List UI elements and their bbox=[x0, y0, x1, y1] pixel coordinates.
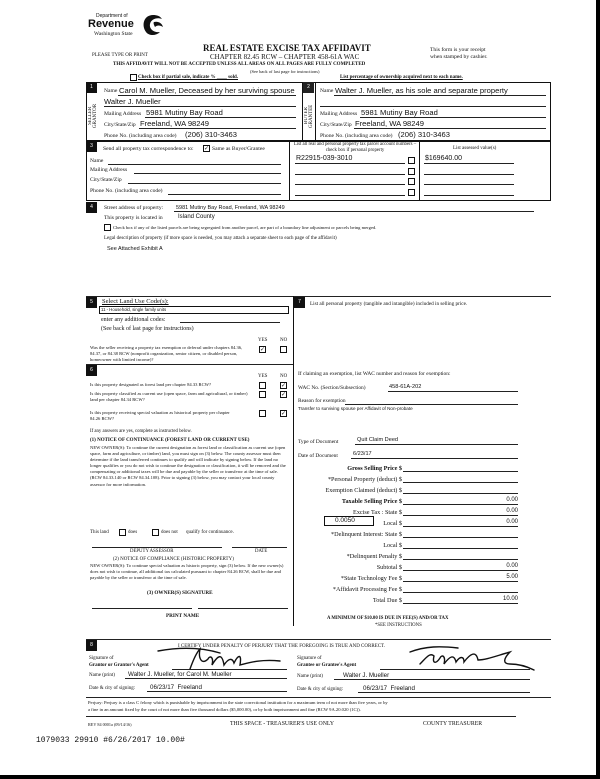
excise-tax-local-value[interactable]: 0.00 bbox=[506, 519, 518, 525]
assessed-header: List assessed value(s) bbox=[453, 146, 497, 151]
assessed-1-field[interactable]: $169640.00 bbox=[425, 155, 462, 162]
seller-mailing-underline bbox=[145, 117, 296, 118]
corr-city-underline[interactable] bbox=[128, 183, 281, 184]
form-revision: REV 84 0001a (09/14/16) bbox=[88, 722, 132, 727]
scan-right-border bbox=[596, 0, 600, 779]
delinquent-penalty-field[interactable] bbox=[403, 559, 518, 560]
perjury-note-line-1: Perjury: Perjury is a class C felony which is punishable by imprisonment in the state correctional institution for a maximum term of not more than five years, or by bbox=[88, 700, 388, 705]
grantor-date-label: Date & city of signing: bbox=[89, 686, 136, 691]
section-2-number: 2 bbox=[303, 82, 314, 93]
wac-label: WAC No. (Section/Subsection) bbox=[298, 385, 366, 391]
seller-phone-field[interactable]: (206) 310-3463 bbox=[185, 130, 237, 139]
buyer-name-underline bbox=[334, 95, 546, 96]
grantor-name-field[interactable]: Walter J. Mueller, for Carol M. Mueller bbox=[128, 671, 232, 678]
form-chapter: CHAPTER 82.45 RCW – CHAPTER 458-61A WAC bbox=[210, 53, 360, 61]
delinquent-interest-state-field[interactable] bbox=[403, 537, 518, 538]
assessed-2-underline bbox=[424, 174, 514, 175]
sec8-top-rule bbox=[86, 639, 551, 640]
grantor-date-underline bbox=[147, 691, 287, 692]
buyer-mailing-underline bbox=[360, 117, 546, 118]
dor-logo bbox=[88, 10, 168, 46]
buyer-mailing-field[interactable]: 5981 Mutiny Bay Road bbox=[361, 108, 438, 117]
exemption-intro: If claiming an exemption, list WAC number and reason for exemption: bbox=[298, 371, 451, 377]
forest-yes-header: YES bbox=[258, 374, 268, 379]
seller-name-field[interactable]: Carol M. Mueller, Deceased by her surviving spouse bbox=[119, 86, 295, 95]
deputy-assessor-label: DEPUTY ASSESSOR bbox=[130, 549, 174, 554]
reason-underline bbox=[345, 404, 518, 405]
seller-side-label: SELLER GRANTOR bbox=[88, 103, 98, 129]
taxable-selling-price-value[interactable]: 0.00 bbox=[506, 497, 518, 503]
buyer-side-label: BUYER GRANTEE bbox=[304, 104, 314, 128]
assessed-3-underline bbox=[424, 184, 514, 185]
local-rate-value: 0.0050 bbox=[335, 517, 355, 524]
assessed-1-underline bbox=[424, 163, 514, 164]
same-as-buyer-label: Same as Buyer/Grantee bbox=[212, 146, 265, 152]
parcels-header: List all real and personal property tax parcel account numbers – check box if personal property bbox=[293, 142, 417, 153]
owner-signature-line-1[interactable] bbox=[92, 608, 192, 609]
excise-tax-state-label: Excise Tax : State $ bbox=[353, 509, 402, 516]
minimum-due-note: A MINIMUM OF $10.00 IS DUE IN FEE(S) AND/OR TAX bbox=[327, 616, 449, 621]
seller-city-field[interactable]: Freeland, WA 98249 bbox=[140, 119, 209, 128]
current-use-yes-checkbox[interactable] bbox=[259, 391, 266, 398]
grantor-signature-label-1: Signature of bbox=[89, 656, 114, 661]
section-3-number: 3 bbox=[86, 141, 97, 152]
print-name-label: PRINT NAME bbox=[166, 613, 200, 619]
seller-name-underline bbox=[118, 95, 296, 96]
county-field[interactable]: Island County bbox=[178, 214, 215, 220]
gross-selling-price-field[interactable] bbox=[403, 471, 518, 472]
land-use-no-header: NO bbox=[280, 338, 288, 343]
land-does-not-checkbox[interactable] bbox=[152, 529, 159, 536]
legal-description-label: Legal description of property (if more space is needed, you may attach a separate sheet to each page of the affidavit) bbox=[104, 236, 337, 241]
grantee-date-underline bbox=[358, 692, 530, 693]
notice-compliance-body: NEW OWNER(S): To continue special valuation as historic property, sign (3) below. If the new owner(s) does not wish to continue, all additional tax calculated pursuant to chapter 84.26 RCW, shall be due and payable by the seller or transferor at the time of sale. bbox=[90, 563, 284, 580]
scan-bottom-border bbox=[0, 775, 600, 779]
current-use-no-checkbox[interactable]: ✓ bbox=[281, 391, 287, 398]
corr-phone-underline[interactable] bbox=[168, 194, 281, 195]
reason-label: Reason for exemption bbox=[298, 398, 346, 404]
seller-name-2-field[interactable]: Walter J. Mueller bbox=[104, 97, 161, 106]
forest-land-no-checkbox[interactable]: ✓ bbox=[281, 382, 287, 389]
buyer-name-field[interactable]: Walter J. Mueller, as his sole and separate property bbox=[335, 86, 508, 95]
section-7-number: 7 bbox=[294, 297, 305, 308]
state-technology-fee-label: *State Technology Fee $ bbox=[340, 575, 402, 582]
sec6-top-rule bbox=[86, 364, 293, 365]
deputy-date-line[interactable] bbox=[232, 547, 287, 548]
section-6-number: 6 bbox=[86, 365, 97, 376]
partial-sale-label: Check box if partial sale, indicate % ____ sold. bbox=[138, 75, 239, 80]
treasurer-space-label: THIS SPACE - TREASURER'S USE ONLY bbox=[230, 721, 335, 727]
total-due-underline bbox=[403, 603, 518, 604]
additional-codes-field[interactable] bbox=[180, 322, 280, 323]
owner-signature-line-2[interactable] bbox=[198, 608, 288, 609]
grantee-name-field[interactable]: Walter J. Mueller bbox=[343, 672, 390, 679]
ownership-note: List percentage of ownership acquired next to each name. bbox=[340, 75, 463, 80]
section-5-number: 5 bbox=[86, 297, 97, 308]
corr-phone-label: Phone No. (including area code) bbox=[90, 188, 163, 194]
land-does-not-label: does not bbox=[161, 530, 178, 535]
section-8-number: 8 bbox=[86, 640, 97, 651]
grantee-name-underline bbox=[334, 679, 530, 680]
land-does-checkbox[interactable] bbox=[119, 529, 126, 536]
delinquent-interest-local-label: Local $ bbox=[383, 542, 402, 549]
section-4-number: 4 bbox=[86, 202, 97, 213]
delinquent-interest-local-field[interactable] bbox=[403, 548, 518, 549]
legal-description-field[interactable]: See Attached Exhibit A bbox=[107, 246, 163, 252]
buyer-city-underline bbox=[354, 128, 546, 129]
street-underline bbox=[174, 211, 534, 212]
subtotal-underline bbox=[403, 570, 518, 571]
total-due-label: Total Due $ bbox=[372, 597, 402, 604]
forest-land-yes-checkbox[interactable] bbox=[259, 382, 266, 389]
left-column-divider bbox=[293, 296, 294, 626]
county-treasurer-label: COUNTY TREASURER bbox=[423, 721, 483, 727]
logo-line-3: Washington State bbox=[94, 31, 133, 37]
notice-continuance-body: NEW OWNER(S): To continue the current designation as forest land or classification as current use (open space, farm and agriculture, or timber) land, you must sign on (3) below. The county assessor must then determine if the land transferred continues to qualify and will indicate by signing below. If the land no longer qualifies or you do not wish to continue the designation or classification, it will be removed and the compensating or additional taxes will be due and payable by the seller or transferor at the time of sale. (RCW 84.33.140 or RCW 84.34.108). Prior to signing (3) below, you may contact your local county assessor for more information. bbox=[90, 445, 286, 487]
land-use-code-value: 11 - Household, single family units bbox=[101, 307, 167, 312]
buyer-city-field[interactable]: Freeland, WA 98249 bbox=[355, 119, 424, 128]
total-due-value[interactable]: 10.00 bbox=[502, 596, 518, 602]
section-1-number: 1 bbox=[86, 82, 97, 93]
forest-no-header: NO bbox=[280, 374, 288, 379]
perjury-bottom-rule bbox=[86, 716, 516, 717]
exemption-claimed-field[interactable] bbox=[403, 493, 518, 494]
partial-sale-checkbox[interactable] bbox=[130, 74, 137, 81]
segregated-note: Check box if any of the listed parcels are being segregated from another parcel, are part of a boundary line adjustment or parcels being merged. bbox=[113, 225, 377, 230]
state-technology-fee-underline bbox=[403, 581, 518, 582]
land-use-see-back: (See back of last page for instructions) bbox=[101, 326, 194, 332]
corr-mailing-underline[interactable] bbox=[134, 173, 281, 174]
buyer-phone-label: Phone No. (including area code) bbox=[320, 133, 393, 139]
assessed-divider bbox=[419, 141, 420, 201]
forest-land-question: Is this property designated as forest land per chapter 84.33 RCW? bbox=[90, 382, 212, 387]
excise-tax-local-label: Local $ bbox=[383, 520, 402, 527]
see-instructions-note: *SEE INSTRUCTIONS bbox=[375, 623, 422, 628]
state-technology-fee-value[interactable]: 5.00 bbox=[506, 574, 518, 580]
parcel-4-underline bbox=[295, 195, 405, 196]
taxable-selling-price-underline bbox=[403, 504, 518, 505]
historic-yes-checkbox[interactable] bbox=[259, 410, 266, 417]
correspondence-label: Send all property tax correspondence to: bbox=[103, 146, 194, 152]
owner-signature-label: (3) OWNER(S) SIGNATURE bbox=[147, 590, 213, 596]
grantor-date-field[interactable]: 06/23/17 Freeland bbox=[150, 684, 202, 691]
receipt-note-2: when stamped by cashier. bbox=[430, 54, 488, 60]
buyer-name-label: Name bbox=[320, 88, 334, 94]
dor-swirl-icon bbox=[140, 13, 166, 37]
buyer-city-label: City/State/Zip bbox=[320, 122, 352, 128]
logo-line-1: Department of bbox=[96, 13, 128, 19]
document-date-field[interactable]: 6/23/17 bbox=[353, 451, 372, 457]
current-use-question: Is this property classified as current use (open space, farm and agricultural, or timber) land per chapter 84.34 RCW? bbox=[90, 391, 248, 402]
grantor-signature-image bbox=[150, 645, 290, 673]
deputy-date-label: DATE bbox=[255, 549, 268, 554]
affidavit-processing-fee-field[interactable] bbox=[403, 592, 518, 593]
excise-tax-state-value[interactable]: 0.00 bbox=[506, 508, 518, 514]
grantee-signature-label-2: Grantee or Grantee's Agent bbox=[297, 663, 357, 668]
qualify-label: qualify for continuance. bbox=[186, 530, 234, 535]
deputy-assessor-signature-line[interactable] bbox=[92, 547, 222, 548]
seller-mailing-label: Mailing Address bbox=[104, 111, 142, 117]
assessed-4-underline bbox=[424, 195, 514, 196]
personal-property-deduct-field[interactable] bbox=[403, 482, 518, 483]
parcel-2-personal-checkbox[interactable] bbox=[408, 168, 415, 175]
corr-city-label: City/State/Zip bbox=[90, 177, 122, 183]
additional-codes-label: enter any additional codes: bbox=[101, 317, 166, 323]
excise-tax-state-underline bbox=[403, 515, 518, 516]
land-use-label: Select Land Use Code(s): bbox=[102, 298, 169, 305]
see-back-instructions: (See back of last page for instructions) bbox=[250, 69, 320, 74]
buyer-mailing-label: Mailing Address bbox=[320, 111, 358, 117]
subtotal-label: Subtotal $ bbox=[376, 564, 402, 571]
segregated-checkbox[interactable] bbox=[104, 224, 111, 231]
grantee-signature-label-1: Signature of bbox=[297, 656, 322, 661]
receipt-note-1: This form is your receipt bbox=[430, 47, 486, 53]
subtotal-value[interactable]: 0.00 bbox=[506, 563, 518, 569]
personal-property-label: List all personal property (tangible and intangible) included in selling price. bbox=[310, 301, 468, 307]
buyer-name-2-underline bbox=[320, 106, 546, 107]
exemption-no-checkbox[interactable] bbox=[280, 346, 287, 353]
corr-mailing-label: Mailing Address bbox=[90, 167, 128, 173]
delinquent-penalty-label: *Delinquent Penalty $ bbox=[346, 553, 402, 560]
seller-name-label: Name bbox=[104, 88, 118, 94]
wac-field[interactable]: 458-61A-202 bbox=[389, 384, 422, 390]
same-as-buyer-checkbox[interactable]: ✓ bbox=[204, 145, 210, 152]
grantee-name-label: Name (print) bbox=[297, 674, 323, 679]
seller-phone-label: Phone No. (including area code) bbox=[104, 133, 177, 139]
parcel-4-personal-checkbox[interactable] bbox=[408, 189, 415, 196]
seller-city-underline bbox=[139, 128, 296, 129]
grantee-date-label: Date & city of signing: bbox=[297, 687, 344, 692]
seller-mailing-field[interactable]: 5981 Mutiny Bay Road bbox=[146, 108, 223, 117]
excise-tax-local-underline bbox=[403, 526, 518, 527]
notice-continuance-title: (1) NOTICE OF CONTINUANCE (FOREST LAND OR CURRENT USE) bbox=[90, 438, 250, 443]
perjury-note-line-2: a fine in an amount fixed by the court of not more than five thousand dollars ($5,000.00), or by both imprisonment and fine (RCW 9A.20.020 (1C)). bbox=[88, 707, 361, 712]
delinquent-interest-state-label: *Delinquent Interest: State $ bbox=[331, 531, 402, 538]
corr-name-underline[interactable] bbox=[108, 164, 281, 165]
exemption-claimed-label: Exemption Claimed (deduct) $ bbox=[325, 487, 402, 494]
exemption-yes-checkbox[interactable]: ✓ bbox=[260, 346, 266, 353]
treasurer-stamp: 1079033 29910 #6/26/2017 10.00# bbox=[36, 736, 185, 745]
historic-question: Is this property receiving special valuation as historical property per chapter 84.26 RCW? bbox=[90, 410, 230, 421]
land-use-yes-header: YES bbox=[258, 338, 268, 343]
certify-statement: I CERTIFY UNDER PENALTY OF PERJURY THAT THE FOREGOING IS TRUE AND CORRECT. bbox=[178, 644, 385, 649]
parcel-1-underline bbox=[295, 163, 405, 164]
affidavit-processing-fee-label: *Affidavit Processing Fee $ bbox=[332, 586, 402, 593]
street-label: Street address of property: bbox=[104, 205, 164, 211]
parcel-1-field[interactable]: R22915-039-3010 bbox=[296, 155, 353, 162]
this-land-label: This land bbox=[90, 530, 109, 535]
form-title: REAL ESTATE EXCISE TAX AFFIDAVIT bbox=[203, 43, 371, 53]
if-yes-note: If any answers are yes, complete as instructed below. bbox=[90, 429, 192, 434]
wac-underline bbox=[388, 391, 518, 392]
buyer-phone-field[interactable]: (206) 310-3463 bbox=[398, 130, 450, 139]
document-type-field[interactable]: Quit Claim Deed bbox=[357, 437, 399, 443]
grantor-name-label: Name (print) bbox=[89, 673, 115, 678]
historic-no-checkbox[interactable]: ✓ bbox=[281, 410, 287, 417]
seller-name-2-underline bbox=[104, 106, 296, 107]
document-date-underline bbox=[351, 458, 518, 459]
perjury-top-rule bbox=[86, 697, 551, 698]
parcel-3-underline bbox=[295, 184, 405, 185]
parcel-3-personal-checkbox[interactable] bbox=[408, 178, 415, 185]
grantor-signature-label-2: Grantor or Grantor's Agent bbox=[89, 663, 149, 668]
located-label: This property is located in bbox=[104, 215, 163, 221]
exemption-question: Was the seller receiving a property tax exemption or deferral under chapters 84.36, 84.37, or 84.38 RCW (nonprofit organization, senior citizen, or disabled person, homeowner with limited income)? bbox=[90, 345, 243, 362]
type-or-print: PLEASE TYPE OR PRINT bbox=[92, 53, 148, 58]
sec5-top-rule bbox=[86, 296, 551, 297]
acceptance-warning: THIS AFFIDAVIT WILL NOT BE ACCEPTED UNLESS ALL AREAS ON ALL PAGES ARE FULLY COMPLETED bbox=[113, 62, 366, 67]
document-type-label: Type of Document bbox=[298, 439, 339, 445]
grantor-name-underline bbox=[125, 678, 287, 679]
logo-line-2: Revenue bbox=[88, 18, 134, 30]
seller-city-label: City/State/Zip bbox=[104, 122, 136, 128]
grantee-signature-image bbox=[400, 642, 540, 672]
corr-name-label: Name bbox=[90, 158, 104, 164]
land-does-label: does bbox=[128, 530, 138, 535]
parcel-2-underline bbox=[295, 174, 405, 175]
personal-property-deduct-label: *Personal Property (deduct) $ bbox=[327, 476, 402, 483]
parcels-divider bbox=[289, 141, 290, 201]
notice-compliance-title: (2) NOTICE OF COMPLIANCE (HISTORIC PROPERTY) bbox=[113, 557, 234, 562]
document-date-label: Date of Document bbox=[298, 453, 338, 459]
reason-field[interactable]: Transfer to surviving spouse per Affidavit of Non-probate bbox=[298, 406, 413, 411]
property-street-field[interactable]: 5981 Mutiny Bay Road, Freeland, WA 98249 bbox=[176, 205, 285, 211]
document-type-underline bbox=[355, 444, 518, 445]
gross-selling-price-label: Gross Selling Price $ bbox=[347, 465, 402, 472]
taxable-selling-price-label: Taxable Selling Price $ bbox=[341, 498, 402, 505]
parcel-1-personal-checkbox[interactable] bbox=[408, 157, 415, 164]
grantee-date-field[interactable]: 06/23/17 Freeland bbox=[363, 685, 415, 692]
